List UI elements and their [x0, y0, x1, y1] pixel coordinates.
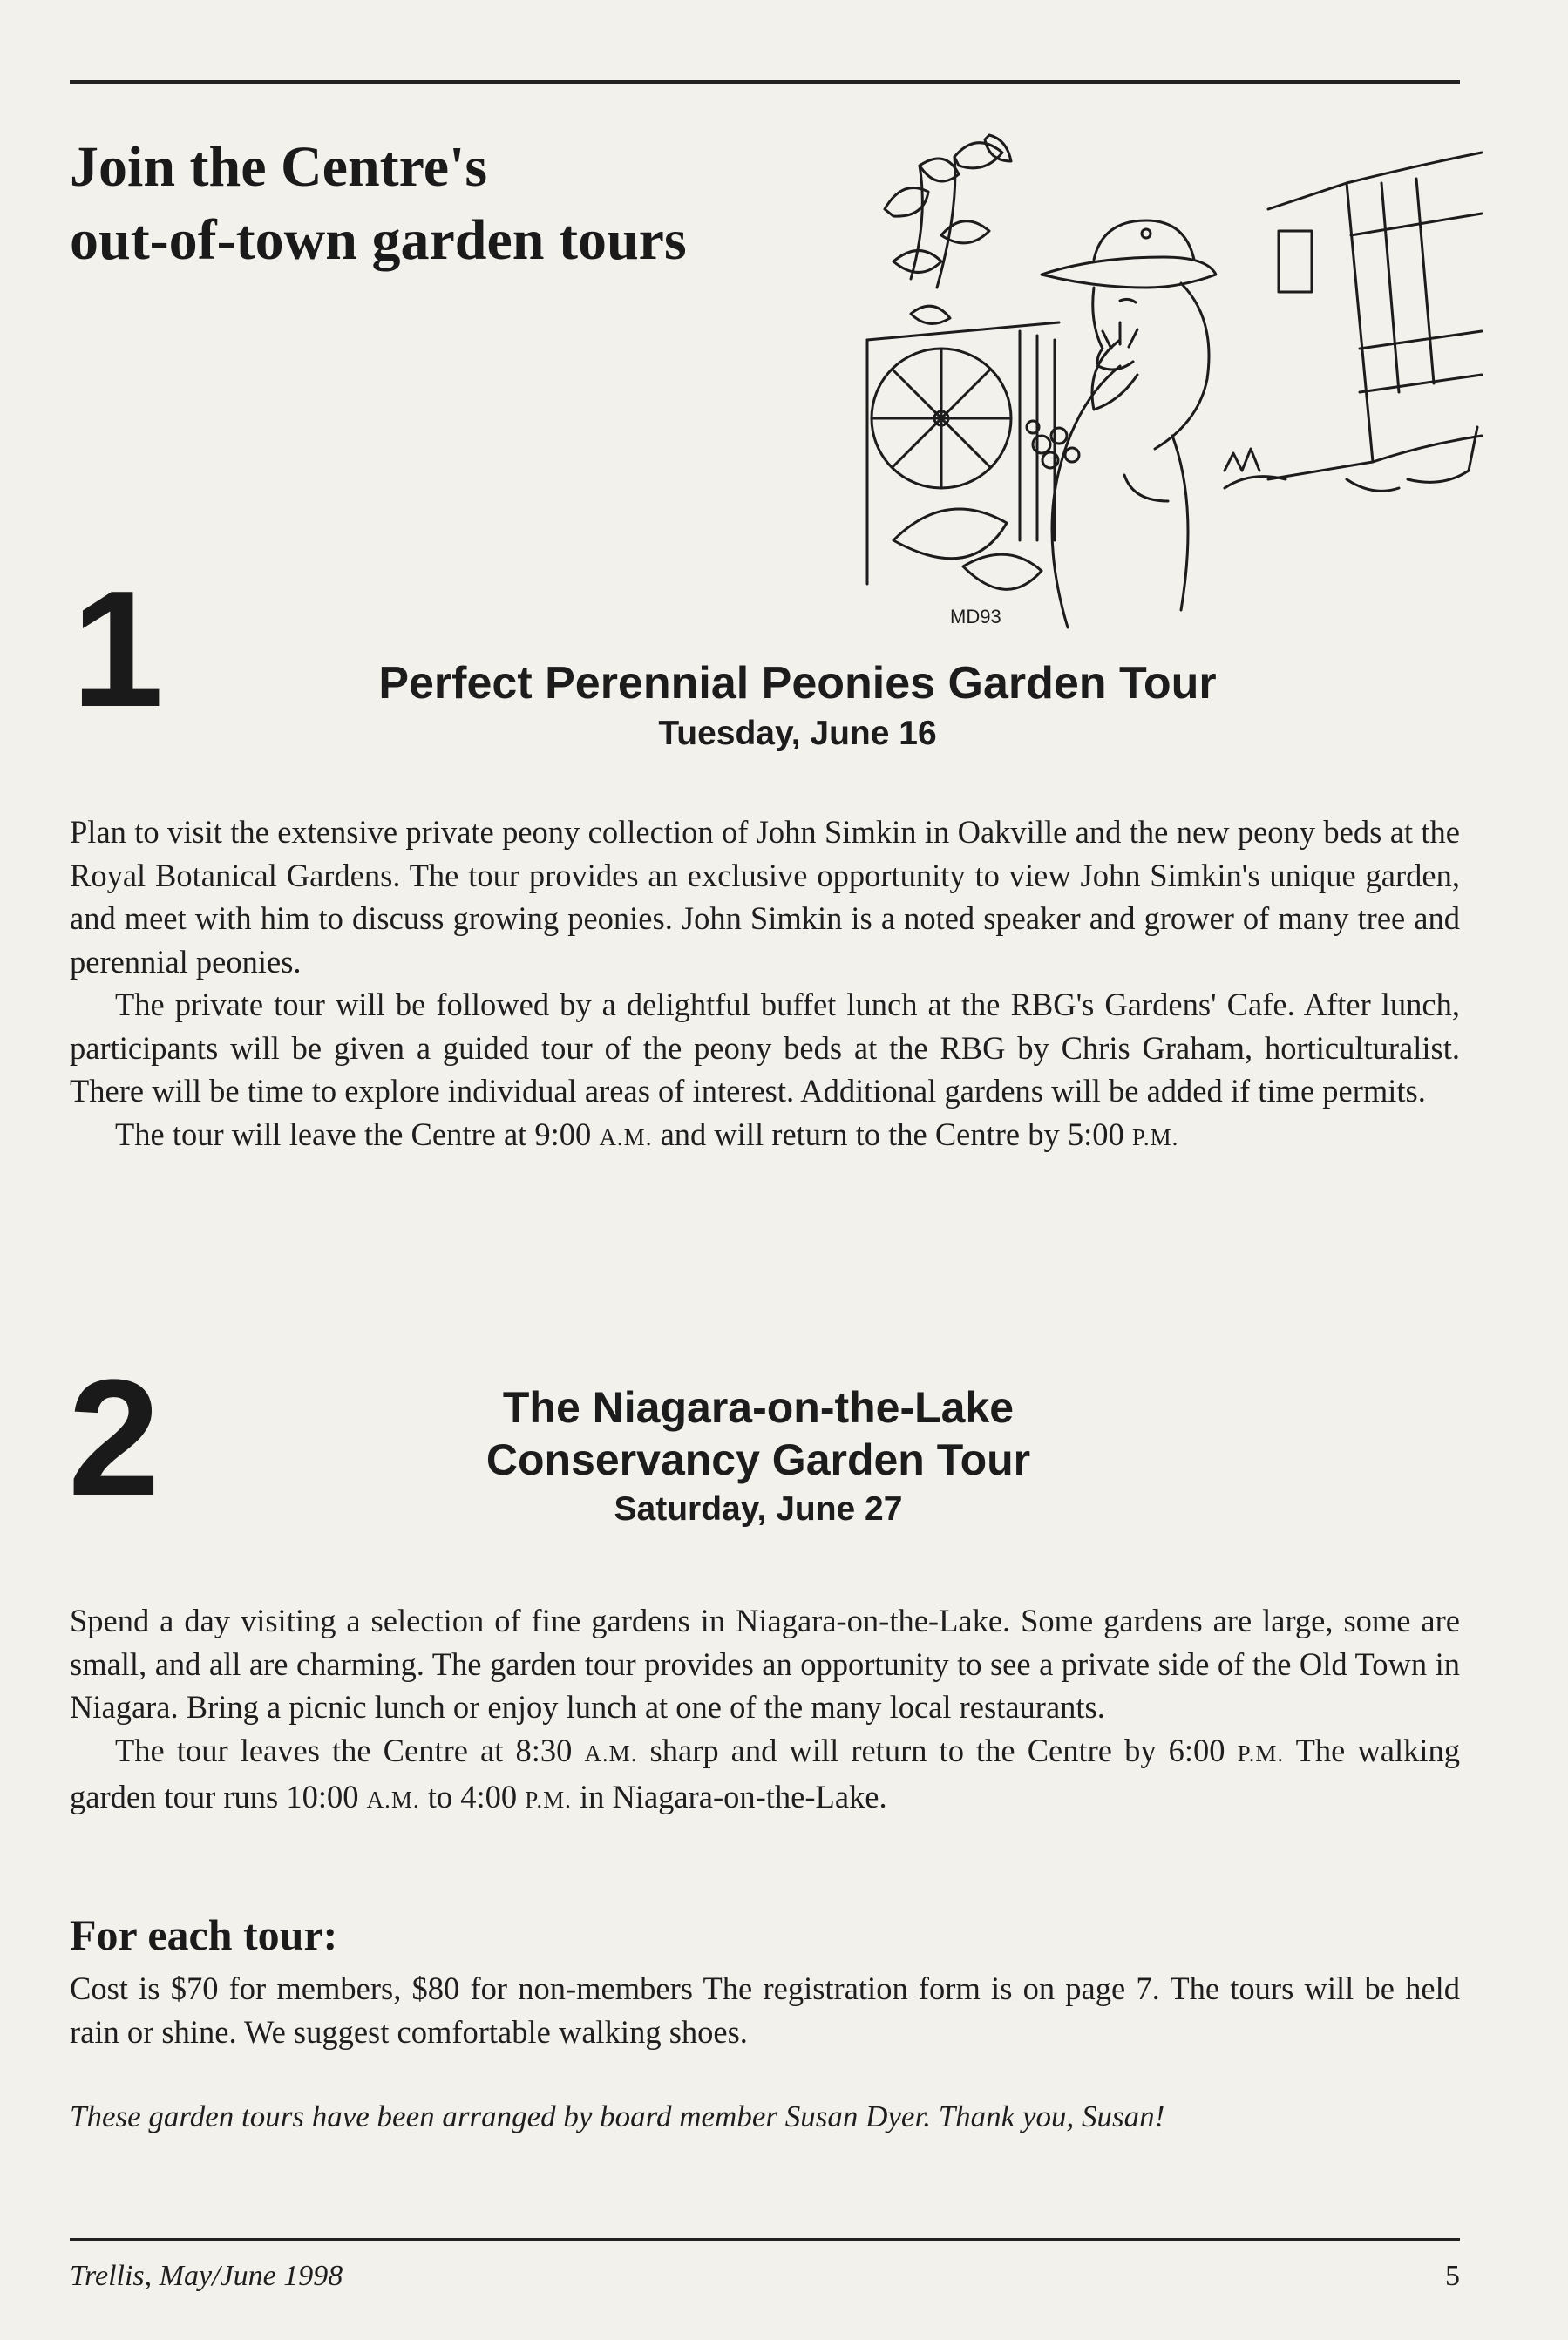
tour1-paragraph-1: Plan to visit the extensive private peony collection of John Simkin in Oakville and the new peony beds at the Royal Botanical Gardens. The tour provides an exclusive opportunity to view John Simkin's unique garden, and meet with him to discuss growing peonies. John Simkin is a noted speaker and grower of many tree and perennial peonies.	[70, 814, 1460, 980]
title-line-1: Join the Centre's	[70, 135, 488, 199]
page-number: 5	[1445, 2260, 1460, 2292]
tour-number-1: 1	[71, 557, 164, 742]
tour2-description	[70, 1599, 1460, 1822]
artist-signature: MD93	[950, 606, 1001, 627]
tour1-title: Perfect Perennial Peonies Garden Tour	[378, 658, 1217, 709]
tour2-heading	[366, 1381, 1151, 1533]
each-tour-heading: For each tour:	[70, 1910, 338, 1959]
publication-footer: Trellis, May/June 1998	[70, 2260, 343, 2292]
tour1-paragraph-3: The tour will leave the Centre at 9:00 A.M. and will return to the Centre by 5:00 P.M.	[115, 1116, 1179, 1152]
bottom-rule	[70, 2238, 1460, 2241]
tour1-date: Tuesday, June 16	[658, 715, 937, 752]
page-title	[70, 131, 854, 277]
credit-line: These garden tours have been arranged by board member Susan Dyer. Thank you, Susan!	[70, 2099, 1165, 2133]
gardener-at-garden-gate-drawing	[859, 131, 1486, 632]
each-tour-details	[70, 1967, 1460, 2053]
top-rule	[70, 80, 1460, 84]
tour2-title-line-1: The Niagara-on-the-Lake	[502, 1383, 1015, 1432]
tour2-date: Saturday, June 27	[614, 1490, 903, 1528]
each-tour-paragraph: Cost is $70 for members, $80 for non-members The registration form is on page 7. The tours will be held rain or shine. We suggest comfortable walking shoes.	[70, 1970, 1460, 2050]
tour2-paragraph-1: Spend a day visiting a selection of fine gardens in Niagara-on-the-Lake. Some gardens are large, some are small, and all are charming. The garden tour provides an opportunity to see a private side of the Old Town in Niagara. Bring a picnic lunch or enjoy lunch at one of the many local restaurants.	[70, 1603, 1460, 1725]
tour1-description	[70, 811, 1460, 1159]
tour-number-2: 2	[68, 1346, 160, 1530]
tour2-title-line-2: Conservancy Garden Tour	[485, 1435, 1031, 1484]
tour2-paragraph-2: The tour leaves the Centre at 8:30 A.M. sharp and will return to the Centre by 6:00 P.M. The walking garden tour runs 10:00 A.M. to 4:00 P.M. in Niagara-on-the-Lake.	[70, 1732, 1460, 1814]
tour1-heading	[261, 655, 1334, 756]
tour1-paragraph-2: The private tour will be followed by a delightful buffet lunch at the RBG's Gardens' Cafe. After lunch, participants will be given a guided tour of the peony beds at the RBG by Chris Graham, horticulturalist. There will be time to explore individual areas of interest. Additional gardens will be added if time permits.	[70, 987, 1460, 1109]
title-line-2: out-of-town garden tours	[70, 208, 687, 272]
